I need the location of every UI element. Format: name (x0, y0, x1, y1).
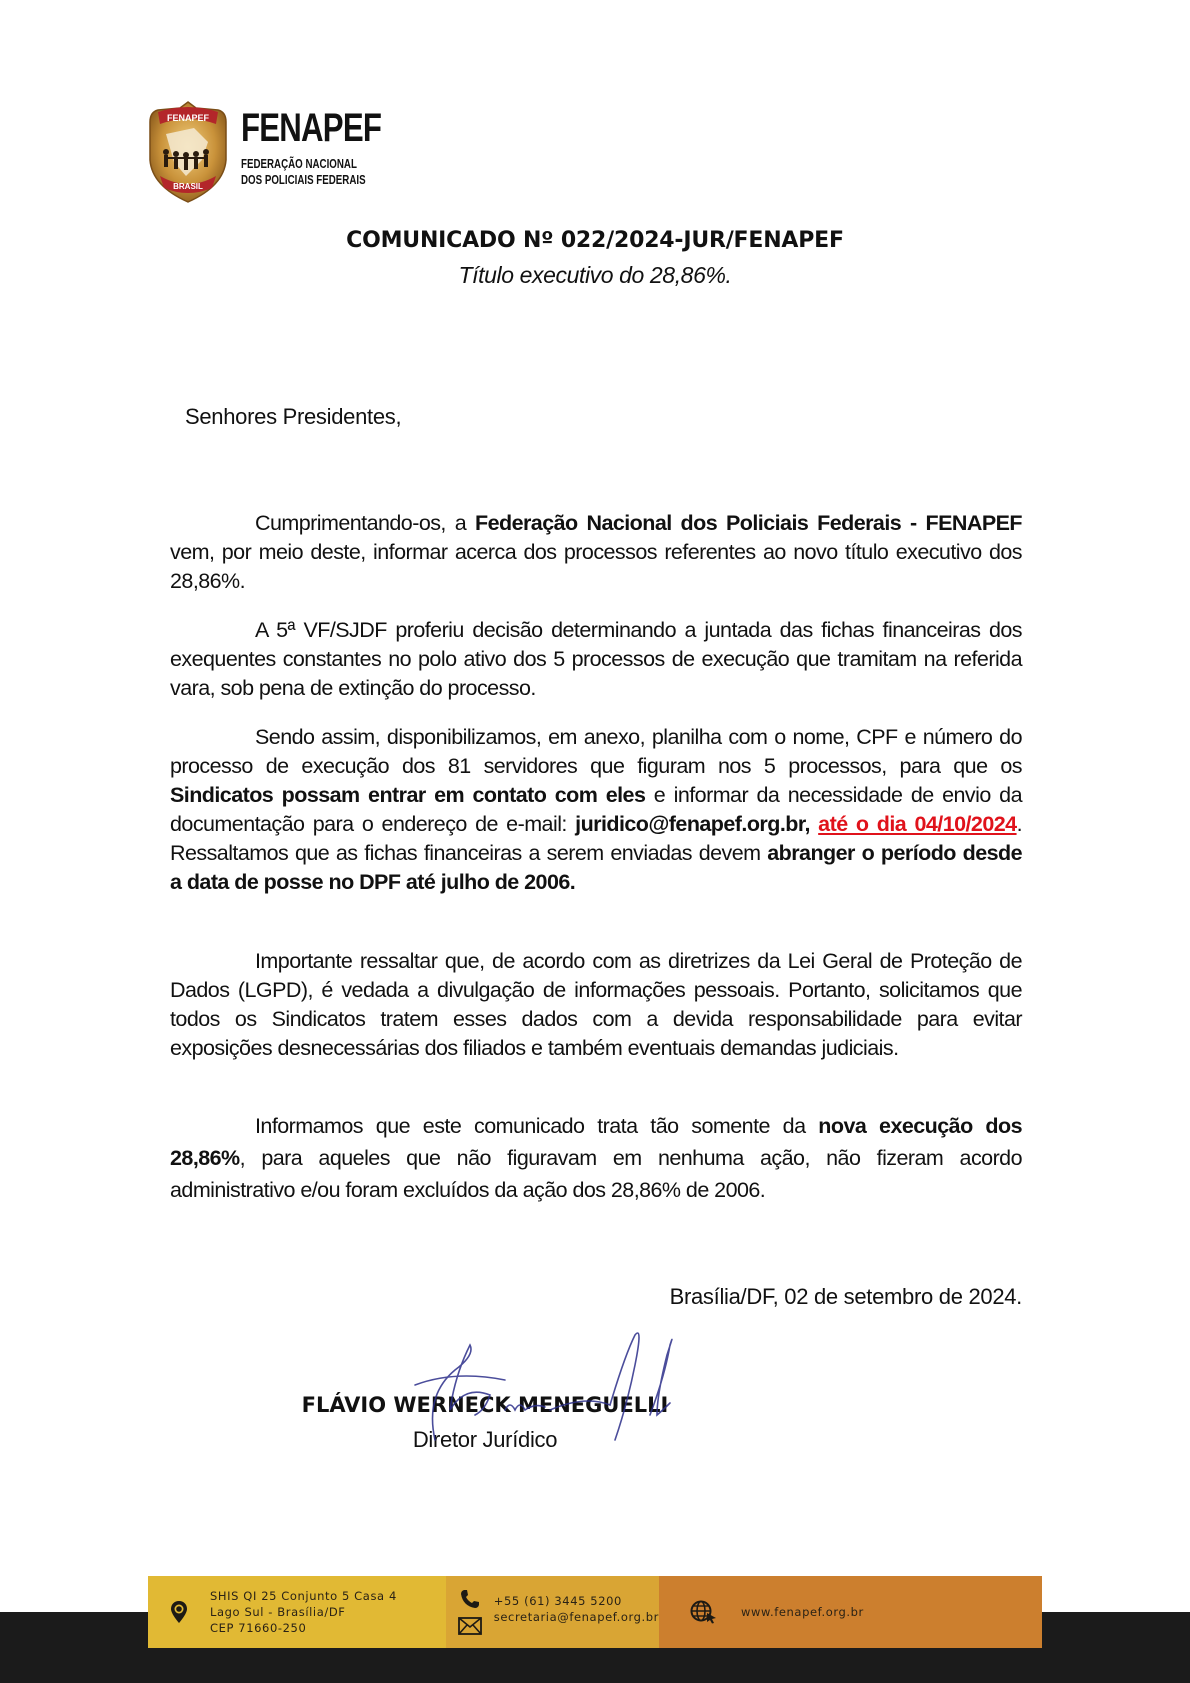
paragraph-4 (170, 947, 1022, 1063)
p3-text-a: Sendo assim, disponibilizamos, em anexo, planilha com o nome, CPF e número do processo de execução dos 81 servidores que figuram nos 5 processos, para que os (170, 725, 1022, 778)
footer-contact-block (446, 1576, 659, 1648)
p3-text-c: e informar da necessidade de envio da documentação para o endereço de e-mail: (170, 783, 1022, 836)
p2-text: A 5ª VF/SJDF proferiu decisão determinando a juntada das fichas financeiras dos exequentes constantes no polo ativo dos 5 processos de execução que tramitam na referida vara, sob pena de extinção do processo. (170, 618, 1022, 700)
footer-address (210, 1588, 397, 1636)
footer-phone[interactable]: +55 (61) 3445 5200 (493, 1594, 622, 1608)
phone-icon (460, 1589, 480, 1609)
signer-name: FLÁVIO WERNECK MENEGUELLI (301, 1393, 669, 1417)
p1-text-c: vem, por meio deste, informar acerca dos processos referentes ao novo título executivo dos 28,86%. (170, 540, 1022, 593)
greeting: Senhores Presidentes, (185, 404, 402, 429)
fenapef-badge-icon (146, 100, 230, 204)
p1-text-a: Cumprimentando-os, a (255, 511, 475, 535)
p5-text-c: , para aqueles que não figuravam em nenhuma ação, não fizeram acordo administrativo e/ou foram excluídos da ação dos 28,86% de 2006. (170, 1146, 1022, 1202)
deadline-highlight: até o dia 04/10/2024 (818, 812, 1017, 836)
p5-bold-execution: nova execução dos 28,86% (170, 1114, 1023, 1170)
footer-website-block (659, 1576, 1042, 1648)
envelope-icon (458, 1617, 482, 1635)
address-line-1: SHIS QI 25 Conjunto 5 Casa 4 (210, 1589, 397, 1603)
logo-subtitle-line2: DOS POLICIAIS FEDERAIS (241, 173, 366, 187)
paragraph-1 (170, 509, 1022, 596)
contact-email-link[interactable]: juridico@fenapef.org.br, (575, 812, 810, 836)
p3-bold-sindicatos: Sindicatos possam entrar em contato com eles (170, 783, 646, 807)
document-date: Brasília/DF, 02 de setembro de 2024. (669, 1284, 1022, 1309)
p4-text: Importante ressaltar que, de acordo com as diretrizes da Lei Geral de Proteção de Dados (LGPD), é vedada a divulgação de informações pessoais. Portanto, solicitamos que todos os Sindicatos tratem esses dados com a devida responsabilidade para evitar exposições desnecessárias dos filiados e também eventuais demandas judiciais. (170, 949, 1022, 1060)
fenapef-logo (146, 100, 382, 205)
footer-website[interactable]: www.fenapef.org.br (741, 1605, 864, 1619)
footer-contact-bar (148, 1576, 1042, 1648)
address-line-2: Lago Sul - Brasília/DF (210, 1605, 346, 1619)
p5-text-a: Informamos que este comunicado trata tão somente da (255, 1114, 819, 1138)
p3-text-d: . Ressaltamos que as fichas financeiras a serem enviadas devem (170, 812, 1022, 865)
p3-bold-period: abranger o período desde a data de posse no DPF até julho de 2006. (170, 841, 1022, 894)
p1-bold-federation: Federação Nacional dos Policiais Federais - FENAPEF (475, 511, 1023, 535)
logo-wordmark: FENAPEF (241, 106, 382, 150)
document-title: COMUNICADO Nº 022/2024-JUR/FENAPEF (346, 228, 844, 253)
paragraph-2 (170, 616, 1022, 703)
svg-text:BRASIL: BRASIL (173, 182, 203, 191)
footer-email[interactable]: secretaria@fenapef.org.br (493, 1610, 659, 1624)
svg-text:FENAPEF: FENAPEF (166, 113, 210, 123)
map-pin-icon (148, 1600, 210, 1624)
paragraph-3 (170, 723, 1022, 897)
footer-contacts (494, 1593, 659, 1625)
paragraph-5 (170, 1110, 1022, 1206)
handwritten-signature (395, 1315, 725, 1445)
logo-subtitle-line1: FEDERAÇÃO NACIONAL (241, 157, 357, 171)
signer-role: Diretor Jurídico (412, 1427, 558, 1452)
document-subtitle: Título executivo do 28,86%. (458, 262, 732, 288)
address-line-3: CEP 71660-250 (210, 1621, 307, 1635)
p3-space (810, 812, 818, 836)
footer-address-block (148, 1576, 446, 1648)
globe-cursor-icon (659, 1600, 749, 1624)
